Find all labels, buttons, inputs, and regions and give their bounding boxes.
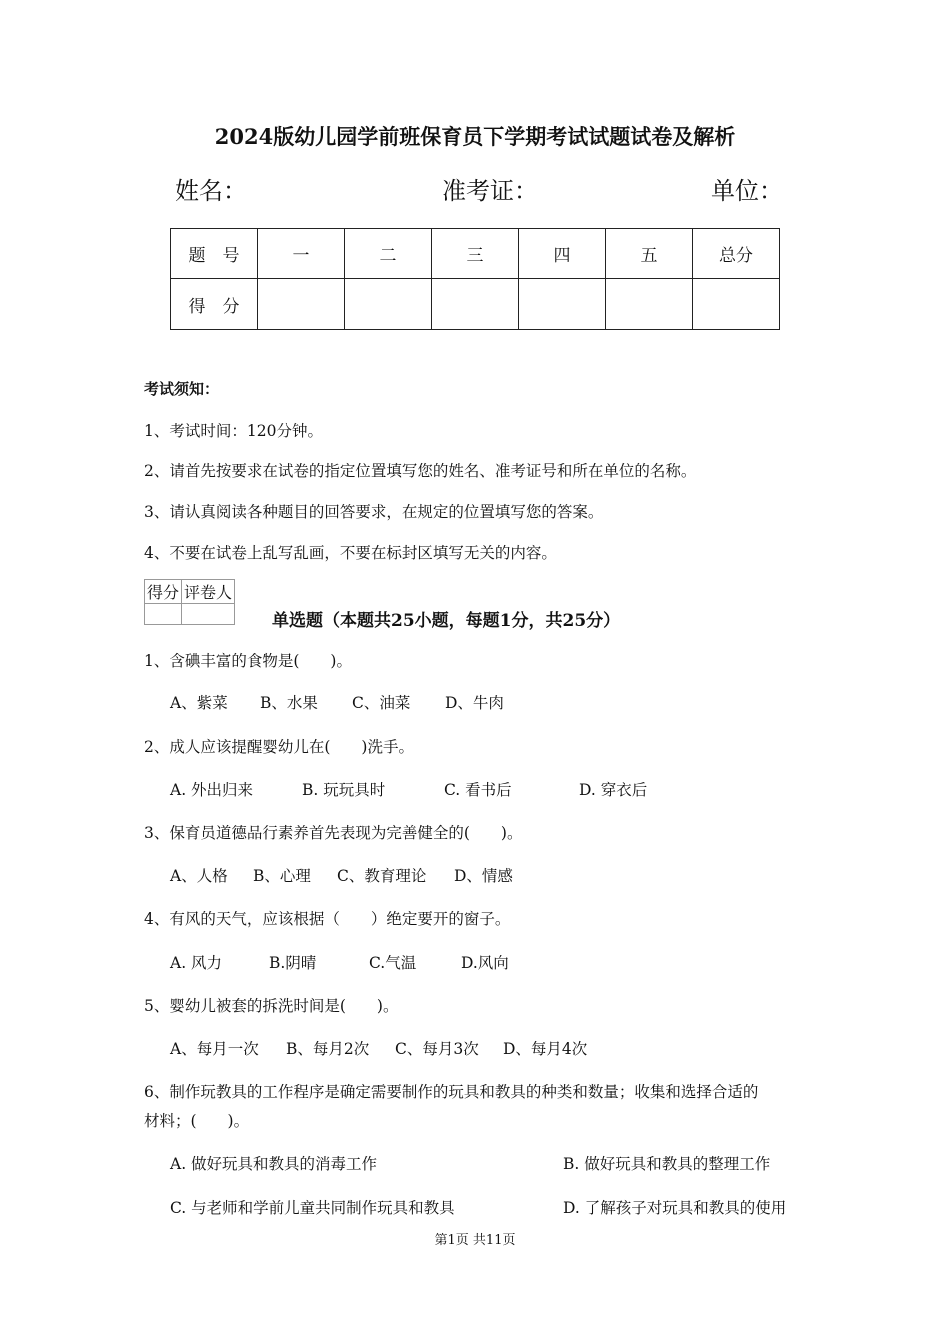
option-a[interactable]: A、紫菜 xyxy=(170,694,228,712)
option-a[interactable]: A、每月一次 xyxy=(170,1040,259,1058)
score-input-cell[interactable] xyxy=(519,279,606,330)
option-b[interactable]: B.阴晴 xyxy=(269,954,317,972)
question-text: 5、婴幼儿被套的拆洗时间是( )。 xyxy=(144,997,399,1015)
option-a[interactable]: A. 风力 xyxy=(170,954,223,972)
option-d[interactable]: D、情感 xyxy=(454,867,513,885)
option-b[interactable]: B. 玩玩具时 xyxy=(302,781,386,799)
option-c[interactable]: C、教育理论 xyxy=(337,867,427,885)
score-table-cell: 总分 xyxy=(693,229,780,279)
grader-score-cell[interactable] xyxy=(145,604,182,625)
option-b[interactable]: B、心理 xyxy=(253,867,311,885)
score-input-cell[interactable] xyxy=(693,279,780,330)
question-text: 1、含碘丰富的食物是( )。 xyxy=(144,652,352,670)
question-text: 4、有风的天气，应该根据（ ）绝定要开的窗子。 xyxy=(144,910,511,928)
score-table-score-row xyxy=(171,279,780,330)
grader-table xyxy=(144,579,235,625)
option-b[interactable]: B. 做好玩具和教具的整理工作 xyxy=(563,1155,771,1173)
notice-item: 2、请首先按要求在试卷的指定位置填写您的姓名、准考证号和所在单位的名称。 xyxy=(144,462,697,480)
exam-number-label: 准考证： xyxy=(442,177,538,205)
score-input-cell[interactable] xyxy=(606,279,693,330)
question-text: 6、制作玩教具的工作程序是确定需要制作的玩具和教具的种类和数量；收集和选择合适的 xyxy=(144,1083,759,1101)
option-b[interactable]: B、水果 xyxy=(260,694,318,712)
option-b[interactable]: B、每月2次 xyxy=(286,1040,370,1058)
option-a[interactable]: A. 外出归来 xyxy=(170,781,254,799)
page-number: 第1页 共11页 xyxy=(434,1233,516,1248)
score-input-cell[interactable] xyxy=(258,279,345,330)
score-input-cell[interactable] xyxy=(345,279,432,330)
unit-label: 单位： xyxy=(711,177,783,205)
option-c[interactable]: C、每月3次 xyxy=(395,1040,479,1058)
score-table-cell: 四 xyxy=(519,229,606,279)
question-text: 2、成人应该提醒婴幼儿在( )洗手。 xyxy=(144,738,414,756)
option-c[interactable]: C、油菜 xyxy=(352,694,411,712)
score-table-cell: 五 xyxy=(606,229,693,279)
grader-name-label: 评卷人 xyxy=(182,580,235,604)
option-d[interactable]: D、牛肉 xyxy=(445,694,504,712)
score-table-cell: 三 xyxy=(432,229,519,279)
option-a[interactable]: A. 做好玩具和教具的消毒工作 xyxy=(170,1155,378,1173)
grader-score-label: 得分 xyxy=(145,580,182,604)
score-table-cell: 二 xyxy=(345,229,432,279)
option-d[interactable]: D. 穿衣后 xyxy=(579,781,648,799)
option-a[interactable]: A、人格 xyxy=(170,867,228,885)
grader-name-cell[interactable] xyxy=(182,604,235,625)
score-row-label: 得 分 xyxy=(171,279,258,330)
notice-item: 1、考试时间：120分钟。 xyxy=(144,422,323,440)
option-c[interactable]: C. 与老师和学前儿童共同制作玩具和教具 xyxy=(170,1199,455,1217)
question-text: 3、保育员道德品行素养首先表现为完善健全的( )。 xyxy=(144,824,523,842)
name-label: 姓名： xyxy=(175,177,247,205)
option-c[interactable]: C. 看书后 xyxy=(444,781,512,799)
score-table-header-row xyxy=(171,229,780,279)
score-table xyxy=(170,228,780,330)
score-input-cell[interactable] xyxy=(432,279,519,330)
option-d[interactable]: D. 了解孩子对玩具和教具的使用 xyxy=(563,1199,787,1217)
section-title: 单选题（本题共25小题，每题1分，共25分） xyxy=(272,611,621,631)
score-table-cell: 一 xyxy=(258,229,345,279)
option-d[interactable]: D、每月4次 xyxy=(503,1040,588,1058)
option-c[interactable]: C.气温 xyxy=(369,954,417,972)
notice-heading: 考试须知： xyxy=(144,380,220,398)
option-d[interactable]: D.风向 xyxy=(461,954,509,972)
notice-item: 4、不要在试卷上乱写乱画，不要在标封区填写无关的内容。 xyxy=(144,544,557,562)
question-text-continued: 材料；( )。 xyxy=(144,1112,250,1130)
notice-item: 3、请认真阅读各种题目的回答要求，在规定的位置填写您的答案。 xyxy=(144,503,604,521)
document-title: 2024版幼儿园学前班保育员下学期考试试题试卷及解析 xyxy=(214,124,736,149)
score-table-cell: 题 号 xyxy=(171,229,258,279)
